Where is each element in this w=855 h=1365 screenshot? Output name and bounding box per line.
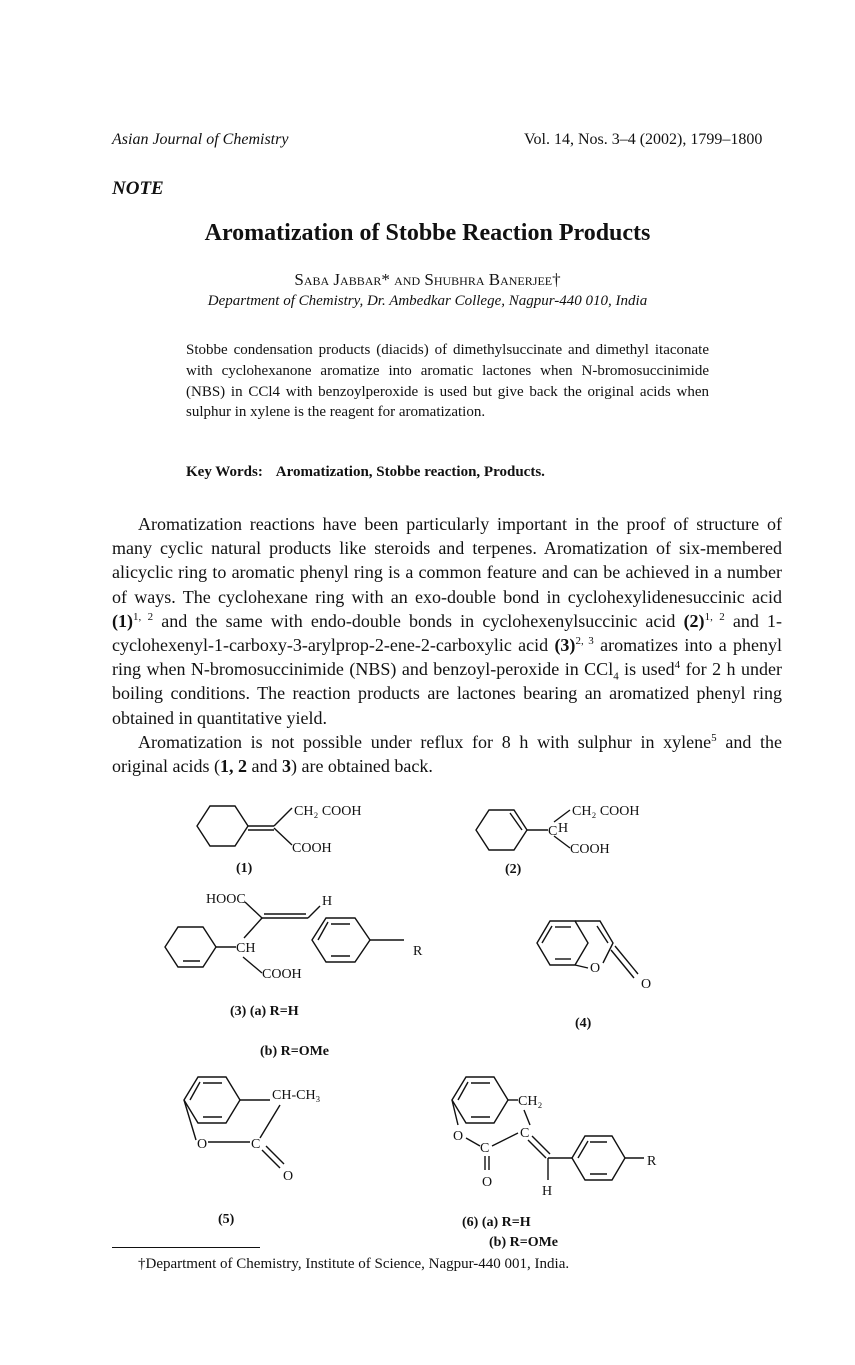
s2-group-3: COOH bbox=[570, 842, 610, 857]
compound-ref: 1, 2 bbox=[219, 756, 247, 777]
s5-group-1: CH-CH₃ bbox=[272, 1088, 321, 1103]
structure-5-label: (5) bbox=[218, 1212, 235, 1227]
p2-text: Aromatization is not possible under reflux for 8 h with sulphur in xylene bbox=[138, 731, 712, 752]
s6-carbonyl-oxygen: O bbox=[482, 1175, 493, 1190]
citation: 1, 2 bbox=[704, 610, 725, 623]
cyclohexane-ring bbox=[197, 806, 248, 846]
subscript: 4 bbox=[613, 670, 619, 683]
p2-text: and bbox=[246, 756, 282, 777]
s6-carbon-2: C bbox=[520, 1126, 530, 1141]
keywords-label: Key Words: bbox=[186, 464, 263, 480]
cyclohexene-ring bbox=[476, 810, 527, 850]
p1-text: aromatizes into a phenyl ring when N-bromosuccinimide (NBS) and benzoyl-peroxide in CCl bbox=[112, 635, 782, 680]
s2-hydrogen: H bbox=[558, 821, 569, 836]
citation: 1, 2 bbox=[133, 610, 154, 623]
authors: Saba Jabbar* and Shubhra Banerjee† bbox=[294, 270, 561, 289]
s3-hydrogen: H bbox=[322, 894, 333, 909]
structure-6-label: (6) (a) R=H bbox=[462, 1215, 531, 1230]
s2-carbon: C bbox=[548, 824, 558, 839]
s1-group-2: COOH bbox=[292, 841, 332, 856]
structure-2-label: (2) bbox=[505, 862, 522, 877]
p1-text: is used bbox=[618, 659, 675, 680]
structure-6-label-b: (b) R=OMe bbox=[489, 1235, 559, 1250]
structure-1 bbox=[197, 804, 362, 876]
p2-text: and the original acids ( bbox=[112, 731, 783, 777]
p2-text: ) are obtained back. bbox=[290, 756, 433, 777]
benzene-ring bbox=[184, 1077, 240, 1123]
journal-name: Asian Journal of Chemistry bbox=[112, 131, 289, 148]
citation: 4 bbox=[674, 659, 681, 672]
compound-ref: (1) bbox=[112, 610, 133, 631]
s5-carbon: C bbox=[251, 1137, 261, 1152]
s5-ring-oxygen: O bbox=[197, 1137, 208, 1152]
compound-ref: (2) bbox=[683, 610, 705, 631]
s6-r: R bbox=[647, 1154, 657, 1169]
benzene-ring bbox=[452, 1077, 508, 1123]
structure-2 bbox=[476, 804, 640, 877]
p1-text: and 1-cyclohexenyl-1-carboxy-3-arylprop-2-ene-2-carboxylic acid bbox=[112, 610, 783, 656]
volume-info: Vol. 14, Nos. 3–4 (2002), 1799–1800 bbox=[524, 131, 763, 148]
structure-3-label: (3) (a) R=H bbox=[230, 1004, 299, 1019]
compound-ref: 3 bbox=[281, 756, 291, 777]
footnote: †Department of Chemistry, Institute of Science, Nagpur-440 001, India. bbox=[138, 1256, 570, 1272]
s4-ring-oxygen: O bbox=[590, 961, 601, 976]
structure-3-label-b: (b) R=OMe bbox=[260, 1044, 330, 1059]
citation: 2, 3 bbox=[575, 635, 594, 648]
keywords-value: Aromatization, Stobbe reaction, Products. bbox=[275, 464, 545, 480]
s6-hydrogen: H bbox=[542, 1184, 553, 1199]
structure-4 bbox=[537, 921, 651, 1031]
structure-1-label: (1) bbox=[236, 861, 253, 876]
s6-carbon-1: C bbox=[480, 1141, 490, 1156]
structure-3 bbox=[165, 892, 423, 1059]
abstract: Stobbe condensation products (diacids) of dimethylsuccinate and dimethyl itaconate with cyclohexanone aromatize into aromatic lactones when N-bromosuccinimide (NBS) in CCl4 with benzoylperoxide is used but give back the original acids when sulphur in xylene is the reagent for aromatization. bbox=[186, 342, 709, 421]
s3-group-4: COOH bbox=[262, 967, 302, 982]
structure-4-label: (4) bbox=[575, 1016, 592, 1031]
s6-ring-oxygen: O bbox=[453, 1129, 464, 1144]
footnote-divider bbox=[112, 1247, 260, 1248]
affiliation: Department of Chemistry, Dr. Ambedkar College, Nagpur-440 010, India bbox=[207, 293, 648, 309]
structure-6 bbox=[452, 1077, 657, 1250]
s3-ch: CH bbox=[236, 941, 256, 956]
s3-group-1: HOOC bbox=[206, 892, 246, 907]
section-label: NOTE bbox=[112, 178, 164, 199]
citation: 5 bbox=[711, 731, 717, 744]
s6-ch2: CH₂ bbox=[518, 1094, 543, 1109]
s2-group-1: CH₂ COOH bbox=[572, 804, 640, 819]
s5-carbonyl-oxygen: O bbox=[283, 1169, 294, 1184]
paper-title: Aromatization of Stobbe Reaction Products bbox=[204, 220, 651, 246]
s1-group-1: CH₂ COOH bbox=[294, 804, 362, 819]
p1-text: and the same with endo-double bonds in cyclohexenylsuccinic acid bbox=[153, 610, 684, 631]
s3-r: R bbox=[413, 944, 423, 959]
p1-text: for 2 h under boiling conditions. The reaction products are lactones bearing an aromatized phenyl ring obtained in quantitative yield. bbox=[112, 659, 783, 728]
p1-text: Aromatization reactions have been particularly important in the proof of structure of many cyclic natural products like steroids and terpenes. Aromatization of six-membered alicyclic ring to aromatic phenyl ring is a common feature and can be achieved in a number of ways. The cyclohexane ring with an exo-double bond in cyclohexylidenesuccinic acid bbox=[112, 514, 782, 607]
structure-5 bbox=[184, 1077, 321, 1227]
compound-ref: (3) bbox=[554, 635, 576, 656]
s4-carbonyl-oxygen: O bbox=[641, 977, 652, 992]
